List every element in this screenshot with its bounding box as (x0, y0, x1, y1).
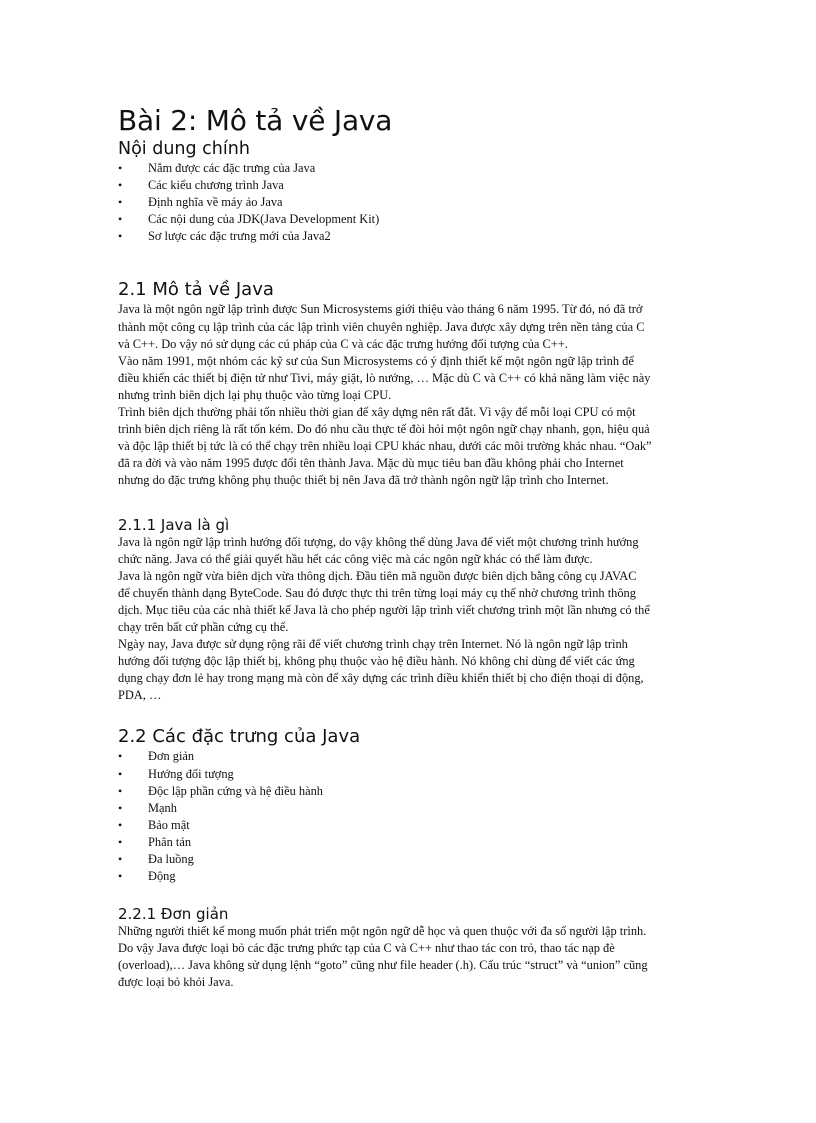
bullet-icon: • (118, 749, 123, 764)
text-line: (overload),… Java không sử dụng lệnh “goto” cũng như file header (.h). Cấu trúc “struct” và “union” cũng (118, 958, 648, 973)
text-line: Java là ngôn ngữ vừa biên dịch vừa thông dịch. Đầu tiên mã nguồn được biên dịch bằng công cụ JAVAC (118, 568, 637, 583)
text-line: Java là ngôn ngữ lập trình hướng đối tượng, do vậy không thể dùng Java để viết một chương trình hướng (118, 534, 639, 549)
text-line: dụng chạy đơn lẻ hay trong mạng mà còn để xây dựng các trình điều khiển thiết bị cho điện thoại di động, (118, 671, 644, 686)
bullet-icon: • (118, 212, 123, 227)
list-item: • Phân tán (118, 834, 703, 851)
section-2-1-body (118, 301, 703, 489)
bullet-icon: • (118, 229, 123, 244)
page-title: Bài 2: Mô tả về Java (118, 104, 393, 137)
list-item: • Động (118, 868, 703, 885)
bullet-icon: • (118, 195, 123, 210)
bullet-icon: • (118, 783, 123, 798)
text-line: đã ra đời và vào năm 1995 được đổi tên thành Java. Mặc dù mục tiêu ban đầu không phải cho Internet (118, 456, 624, 471)
text-line: để chuyển thành dạng ByteCode. Sau đó được thực thi trên từng loại máy cụ thể nhờ chương trình thông (118, 585, 636, 600)
list-item: • Định nghĩa về máy ảo Java (118, 194, 703, 211)
list-item: • Đa luồng (118, 851, 703, 868)
features-list (118, 748, 703, 885)
section-2-1-heading: 2.1 Mô tả về Java (118, 279, 274, 301)
text-line: Vào năm 1991, một nhóm các kỹ sư của Sun Microsystems có ý định thiết kế một ngôn ngữ lập trình để (118, 353, 634, 368)
text-line: và độc lập thiết bị tức là có thể chạy trên nhiều loại CPU khác nhau, dưới các môi trường khác nhau. “Oak” (118, 439, 652, 454)
text-line: nhưng trình biên dịch lại phụ thuộc vào từng loại CPU. (118, 387, 392, 402)
main-content-heading: Nội dung chính (118, 139, 250, 159)
bullet-icon: • (118, 869, 123, 884)
section-2-2-1-body (118, 923, 703, 991)
section-2-2-heading: 2.2 Các đặc trưng của Java (118, 726, 361, 748)
text-line: PDA, … (118, 688, 162, 703)
main-content-list (118, 160, 703, 245)
section-2-1-1-body (118, 534, 703, 705)
list-item: • Độc lập phần cứng và hệ điều hành (118, 783, 703, 800)
section-2-2-1-heading: 2.2.1 Đơn giản (118, 905, 229, 924)
text-line: điều khiển các thiết bị điện tử như Tivi, máy giặt, lò nướng, … Mặc dù C và C++ có khả năng làm việc này (118, 370, 651, 385)
document-page (118, 104, 703, 992)
text-line: được loại bỏ khỏi Java. (118, 975, 234, 990)
list-item: • Sơ lược các đặc trưng mới của Java2 (118, 228, 703, 245)
list-item: • Nắm được các đặc trưng của Java (118, 160, 703, 177)
text-line: Trình biên dịch thường phải tốn nhiều thời gian để xây dựng nên rất đắt. Vì vậy để mỗi loại CPU có một (118, 405, 636, 420)
bullet-icon: • (118, 178, 123, 193)
list-item: • Các kiểu chương trình Java (118, 177, 703, 194)
text-line: Những người thiết kế mong muốn phát triển một ngôn ngữ dễ học và quen thuộc với đa số người lập trình. (118, 924, 647, 939)
list-item: • Mạnh (118, 800, 703, 817)
text-line: nhưng do đặc trưng không phụ thuộc thiết bị nên Java đã trở thành ngôn ngữ lập trình cho Internet. (118, 473, 609, 488)
text-line: và C++. Do vậy nó sử dụng các cú pháp của C và các đặc trưng hướng đối tượng của C++. (118, 336, 568, 351)
bullet-icon: • (118, 817, 123, 832)
text-line: dịch. Mục tiêu của các nhà thiết kế Java là cho phép người lập trình viết chương trình một lần nhưng có thể (118, 602, 650, 617)
list-item: • Các nội dung của JDK(Java Development Kit) (118, 211, 703, 228)
list-item: • Bảo mật (118, 817, 703, 834)
bullet-icon: • (118, 834, 123, 849)
list-item: • Đơn giản (118, 748, 703, 765)
bullet-icon: • (118, 800, 123, 815)
text-line: Ngày nay, Java được sử dụng rộng rãi để viết chương trình chạy trên Internet. Nó là ngôn ngữ lập trình (118, 637, 628, 652)
text-line: hướng đối tượng độc lập thiết bị, không phụ thuộc vào hệ điều hành. Nó không chỉ dùng để viết các ứng (118, 654, 635, 669)
list-item: • Hướng đối tượng (118, 766, 703, 783)
text-line: trình biên dịch riêng là rất tốn kém. Do đó nhu cầu thực tế đòi hỏi một ngôn ngữ chạy nhanh, gọn, hiệu quả (118, 422, 650, 437)
text-line: Java là một ngôn ngữ lập trình được Sun Microsystems giới thiệu vào tháng 6 năm 1995. Từ đó, nó đã trở (118, 302, 643, 317)
text-line: chức năng. Java có thể giải quyết hầu hết các công việc mà các ngôn ngữ khác có thể làm được. (118, 551, 593, 566)
bullet-icon: • (118, 852, 123, 866)
bullet-icon: • (118, 161, 123, 175)
section-2-1-1-heading: 2.1.1 Java là gì (118, 515, 230, 534)
bullet-icon: • (118, 766, 123, 781)
text-line: thành một công cụ lập trình của các lập trình viên chuyên nghiệp. Java được xây dựng trên nền tảng của C (118, 319, 645, 334)
text-line: chạy trên bất cứ phần cứng cụ thể. (118, 619, 289, 634)
text-line: Do vậy Java được loại bỏ các đặc trưng phức tạp của C và C++ như thao tác con trỏ, thao tác nạp đè (118, 941, 615, 956)
